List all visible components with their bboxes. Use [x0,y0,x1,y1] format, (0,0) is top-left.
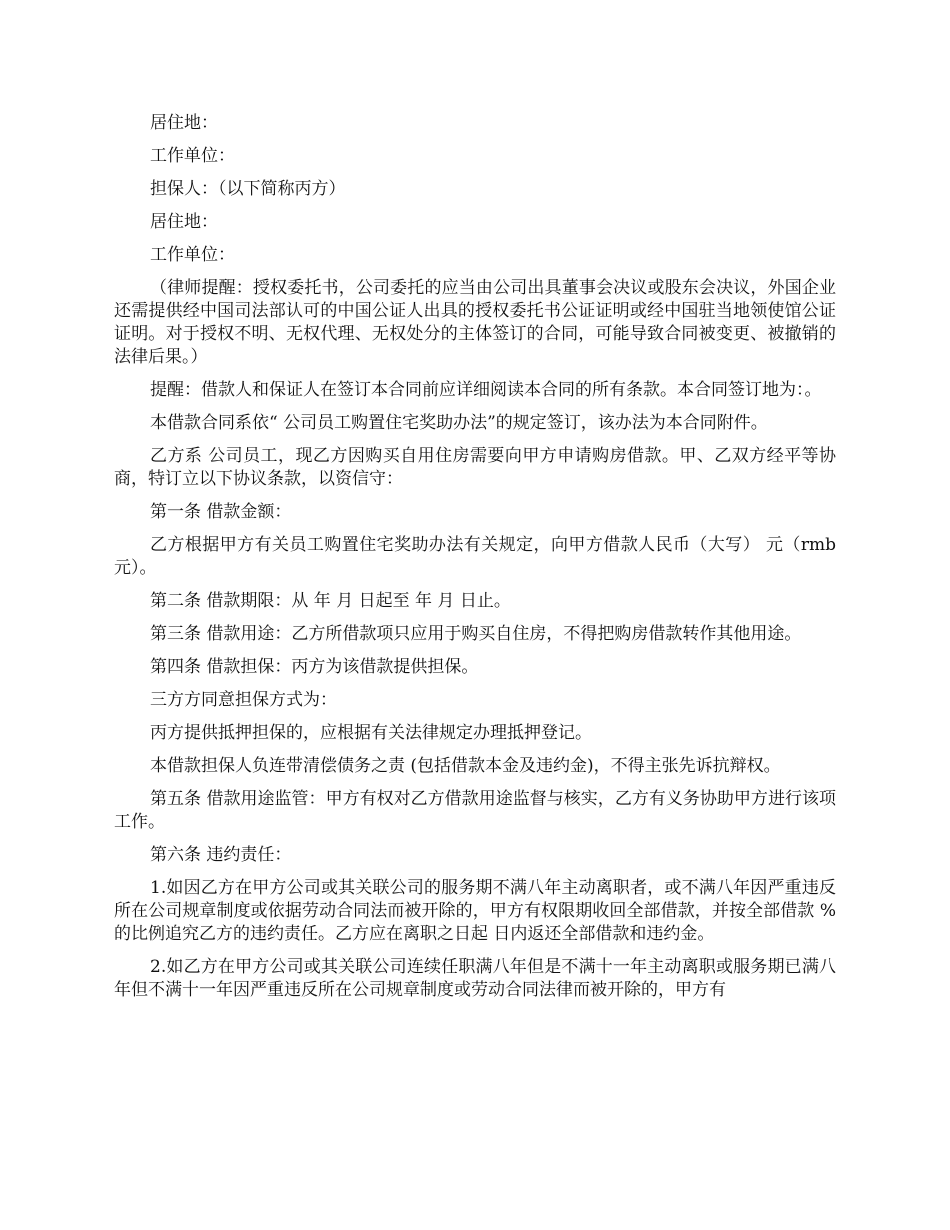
document-body [114,112,836,1012]
guarantee-method-paragraph: 三方方同意担保方式为： [150,690,337,710]
reminder-paragraph: 提醒：借款人和保证人在签订本合同前应详细阅读本合同的所有条款。本合同签订地为：。 [150,380,822,400]
lawyer-note-paragraph: （律师提醒：授权委托书，公司委托的应当由公司出具董事会决议或股东会决议，外国企业还需提供经中国司法部认可的中国公证人出具的授权委托书公证证明或经中国驻当地领使馆公证证明。对于授权不明、无权代理、无权处分的主体签订的合同，可能导致合同被变更、被撤销的法律后果。） [114,278,836,367]
guarantor-employer-line: 工作单位： [150,245,235,265]
guarantor-residence-line: 居住地： [150,212,218,232]
article-3-paragraph: 第三条 借款用途：乙方所借款项只应用于购买自住房，不得把购房借款转作其他用途。 [150,624,802,644]
article-6-clause-2: 2.如乙方在甲方公司或其关联公司连续任职满八年但是不满十一年主动离职或服务期已满八年但不满十一年因严重违反所在公司规章制度或劳动合同法律而被开除的，甲方有 [114,957,836,1000]
basis-paragraph: 本借款合同系依“ 公司员工购置住宅奖助办法”的规定签订，该办法为本合同附件。 [150,413,768,433]
employer-line: 工作单位： [150,146,235,166]
article-1-body: 乙方根据甲方有关员工购置住宅奖助办法有关规定，向甲方借款人民币（大写） 元（rmb 元）。 [114,535,836,578]
preamble-paragraph: 乙方系 公司员工，现乙方因购买自用住房需要向甲方申请购房借款。甲、乙双方经平等协商，特订立以下协议条款，以资信守： [114,446,836,489]
guarantor-line: 担保人：（以下简称丙方） [150,179,346,199]
article-6-clause-1: 1.如因乙方在甲方公司或其关联公司的服务期不满八年主动离职者，或不满八年因严重违反所在公司规章制度或依据劳动合同法而被开除的，甲方有权限期收回全部借款，并按全部借款 %的比例追究乙方的违约责任。乙方应在离职之日起 日内返还全部借款和违约金。 [114,878,836,944]
article-1-heading: 第一条 借款金额： [150,502,292,522]
article-5-paragraph: 第五条 借款用途监管：甲方有权对乙方借款用途监督与核实，乙方有义务协助甲方进行该项工作。 [114,789,836,832]
article-4-paragraph: 第四条 借款担保：丙方为该借款提供担保。 [150,657,479,677]
article-6-heading: 第六条 违约责任： [150,845,292,865]
joint-liability-paragraph: 本借款担保人负连带清偿债务之责 (包括借款本金及违约金)，不得主张先诉抗辩权。 [150,756,781,776]
mortgage-paragraph: 丙方提供抵押担保的，应根据有关法律规定办理抵押登记。 [150,723,592,743]
article-2-paragraph: 第二条 借款期限：从 年 月 日起至 年 月 日止。 [150,591,511,611]
residence-line: 居住地： [150,113,218,133]
